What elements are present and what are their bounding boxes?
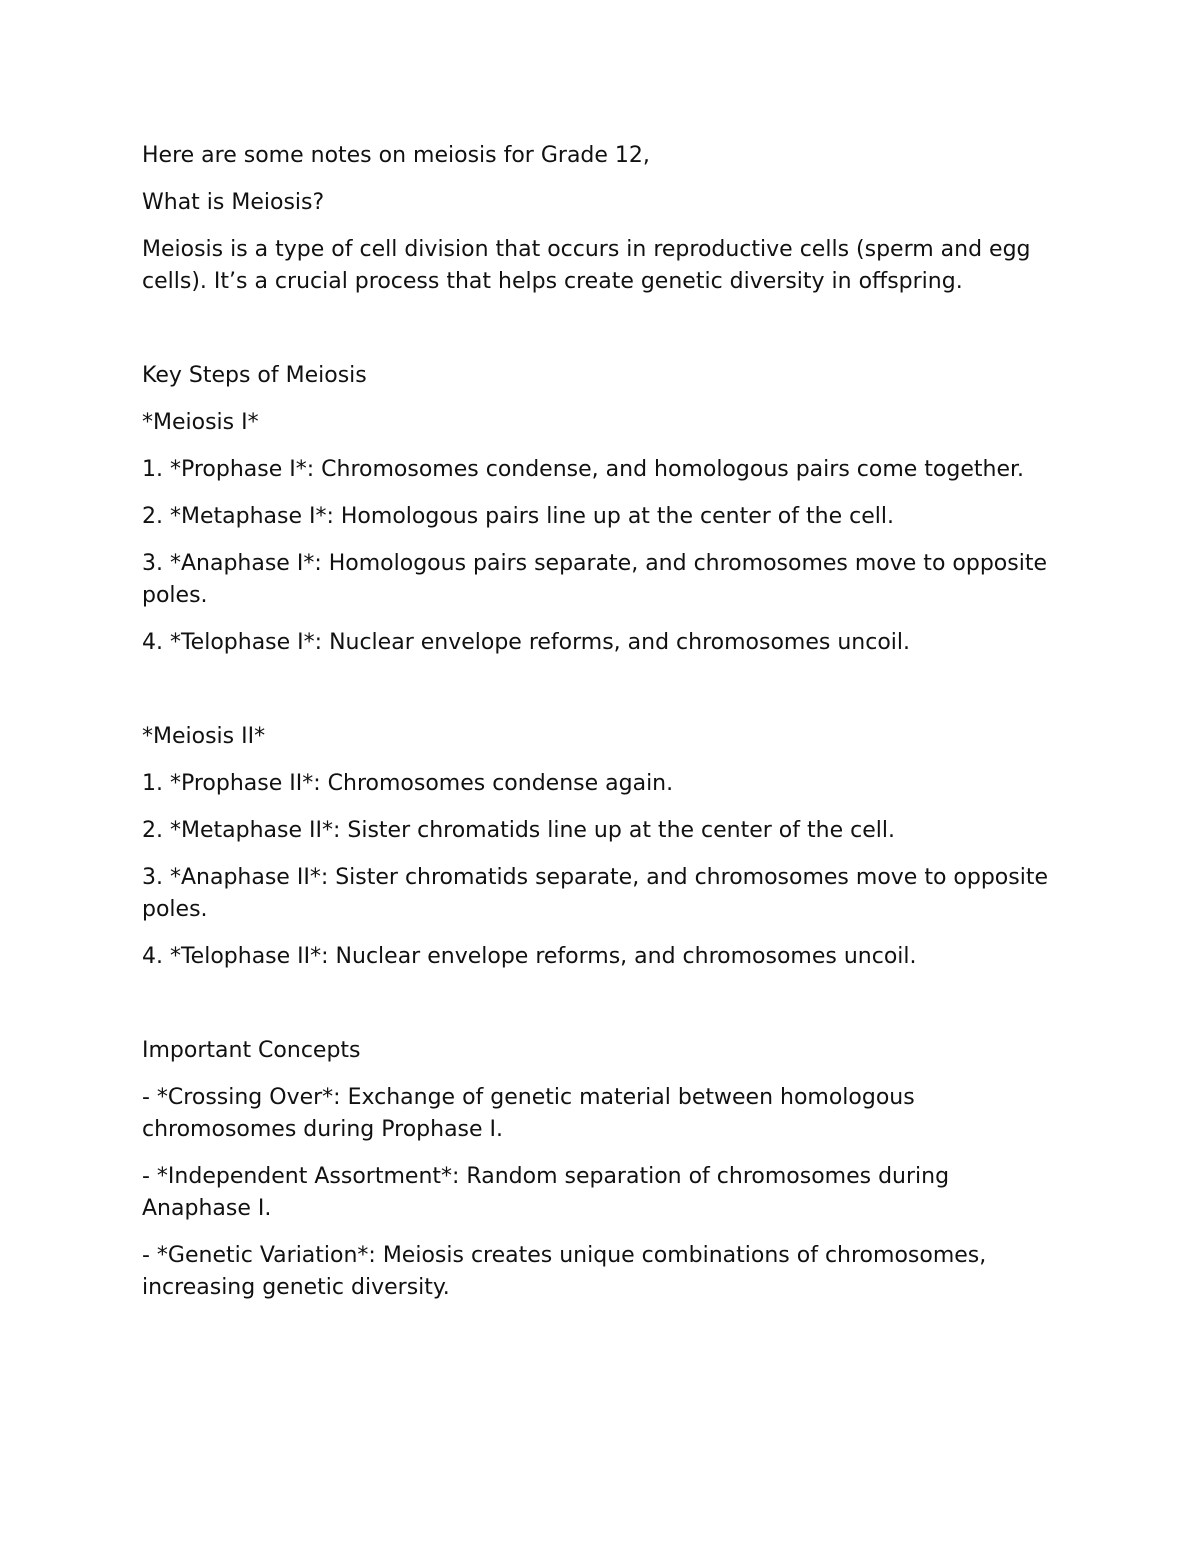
what-is-meiosis-body: Meiosis is a type of cell division that occurs in reproductive cells (sperm and egg cells). It’s a crucial process that helps create genetic diversity in offspring. <box>142 237 1031 294</box>
concept-item: - *Crossing Over*: Exchange of genetic material between homologous chromosomes during Prophase I. <box>142 1085 915 1142</box>
blank-line <box>142 674 1062 721</box>
important-concepts-heading: Important Concepts <box>142 1038 361 1063</box>
meiosis-2-step: 3. *Anaphase II*: Sister chromatids separate, and chromosomes move to opposite poles. <box>142 865 1048 922</box>
what-is-meiosis-heading: What is Meiosis? <box>142 190 325 215</box>
meiosis-1-step: 1. *Prophase I*: Chromosomes condense, and homologous pairs come together. <box>142 457 1024 482</box>
meiosis-1-step: 2. *Metaphase I*: Homologous pairs line up at the center of the cell. <box>142 504 894 529</box>
meiosis-2-heading: *Meiosis II* <box>142 724 266 749</box>
key-steps-heading: Key Steps of Meiosis <box>142 363 367 388</box>
concept-item: - *Genetic Variation*: Meiosis creates unique combinations of chromosomes, increasing genetic diversity. <box>142 1243 987 1300</box>
meiosis-1-heading: *Meiosis I* <box>142 410 259 435</box>
blank-line <box>142 988 1062 1035</box>
intro-text: Here are some notes on meiosis for Grade 12, <box>142 143 650 168</box>
meiosis-1-step: 3. *Anaphase I*: Homologous pairs separate, and chromosomes move to opposite poles. <box>142 551 1047 608</box>
meiosis-2-step: 2. *Metaphase II*: Sister chromatids line up at the center of the cell. <box>142 818 895 843</box>
meiosis-2-step: 4. *Telophase II*: Nuclear envelope reforms, and chromosomes uncoil. <box>142 944 917 969</box>
meiosis-1-step: 4. *Telophase I*: Nuclear envelope reforms, and chromosomes uncoil. <box>142 630 911 655</box>
concept-item: - *Independent Assortment*: Random separation of chromosomes during Anaphase I. <box>142 1164 950 1221</box>
meiosis-2-step: 1. *Prophase II*: Chromosomes condense again. <box>142 771 674 796</box>
document-page <box>142 140 1062 1319</box>
blank-line <box>142 313 1062 360</box>
